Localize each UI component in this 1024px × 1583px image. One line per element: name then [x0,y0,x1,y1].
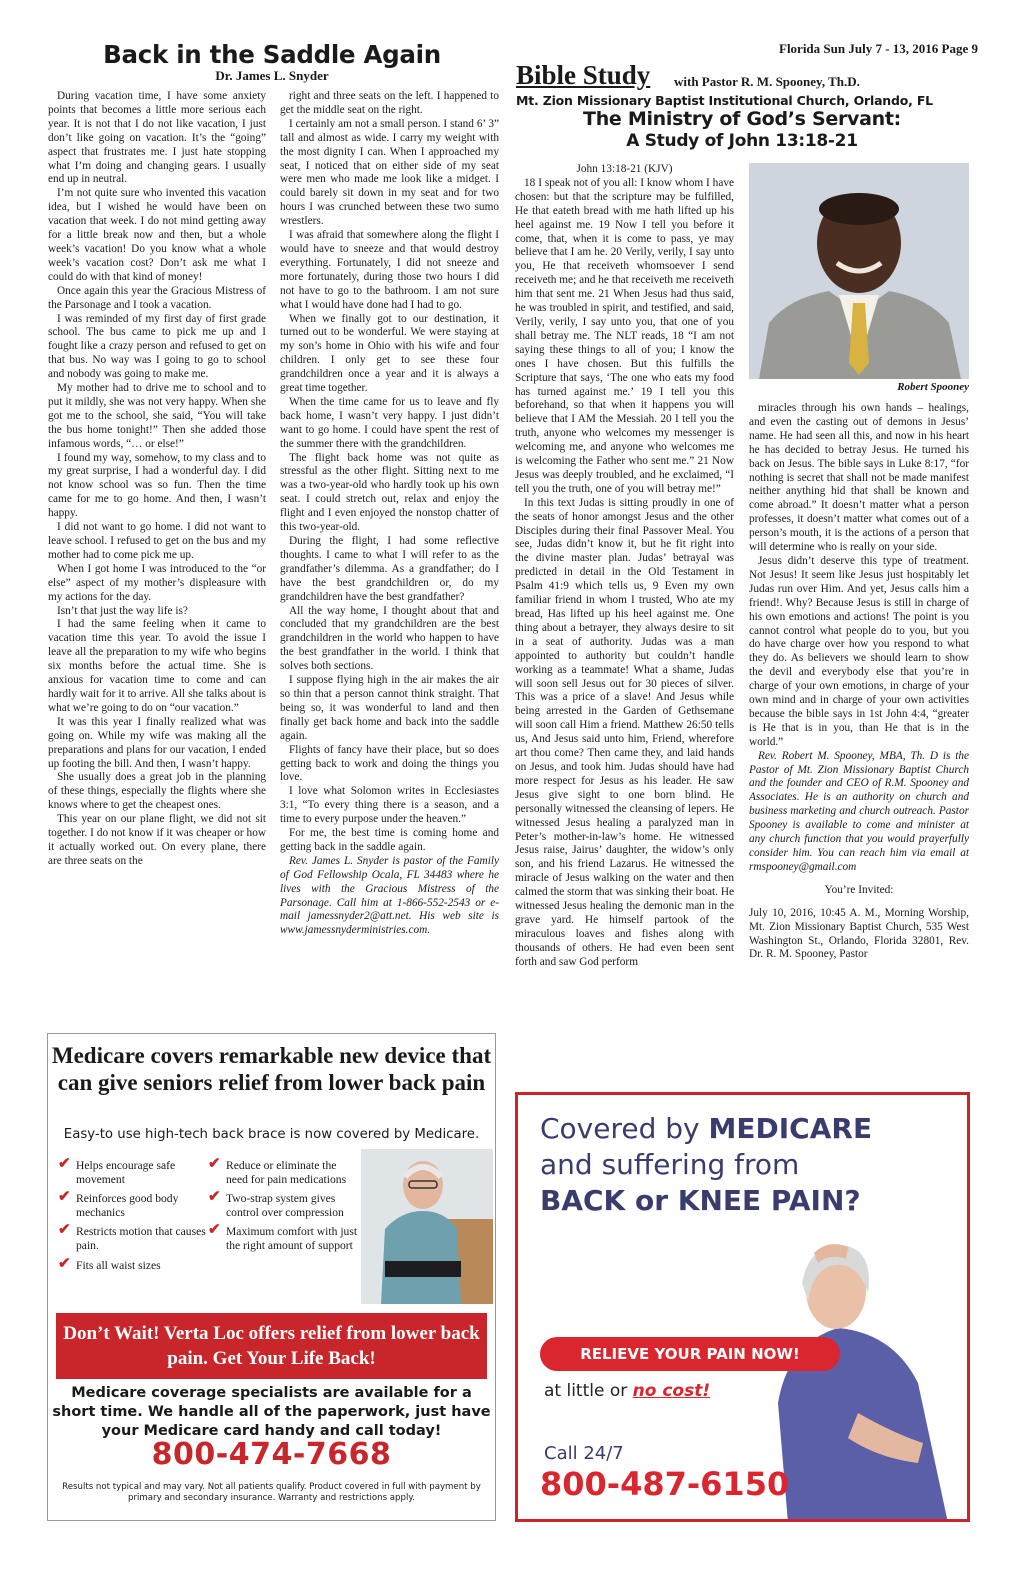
paragraph: It was this year I finally realized what was going on. While my wife was making all the preparations and plans for our vacation, I ended up footing the bill. And then, I wasn’t happy. [48,715,266,770]
ad2-line1-pre: Covered by [540,1112,709,1145]
ad2-line3: BACK or KNEE PAIN? [540,1184,861,1217]
check-icon: ✔ [208,1156,221,1172]
author-bio: Rev. James L. Snyder is pastor of the Family of God Fellowship Ocala, FL 34483 where he lives with the Gracious Mistress of the Parsonage. Call him at 1-866-552-2543 or e-mail jamessnyder2@att.net. His web site is www.jamessnyderministries.com. [280,854,499,937]
benefit-text: Reduce or eliminate the need for pain medications [226,1159,347,1186]
benefit-item [58,1222,208,1252]
paragraph: For me, the best time is coming home and getting back in the saddle again. [280,827,499,853]
invited-heading: You’re Invited: [824,883,894,896]
paragraph: Isn’t that just the way life is? [57,604,188,617]
paragraph: During vacation time, I have some anxiety points that becomes a little more serious each year. It is not that I do not like vacation, I just don’t like going on vacation. It’s the “going” aspect that frustrates me. I just hate stopping what I’m doing and changing gears. I usually end up in neutral. [48,90,266,186]
check-icon: ✔ [58,1222,71,1239]
medicare-back-brace-ad[interactable] [47,1033,496,1521]
benefit-item [208,1222,358,1252]
ad2-headline [540,1111,872,1219]
paragraph: The flight back home was not quite as stressful as the other flight. Sitting next to me was a two-year-old who hardly took up his own seat. I could stretch out, relax and enjoy the flight and I even enjoyed the nonstop chatter of this two-year-old. [280,451,499,534]
ad-banner: Don’t Wait! Verta Loc offers relief from lower back pain. Get Your Life Back! [56,1313,487,1379]
bible-study-pastor: with Pastor R. M. Spooney, Th.D. [674,74,860,89]
benefit-item [58,1255,208,1273]
benefit-text: Two-strap system gives control over compression [226,1192,344,1219]
ad2-cost-pre: at little or [544,1381,633,1401]
benefit-text: Maximum comfort with just the right amount of support [226,1225,358,1252]
ad2-phone-number[interactable]: 800-487-6150 [540,1465,790,1503]
relieve-pain-button[interactable]: RELIEVE YOUR PAIN NOW! [540,1337,840,1371]
benefit-item [58,1189,208,1219]
ad2-line1-bold: MEDICARE [708,1112,873,1145]
senior-man-photo [361,1149,493,1304]
paragraph: Flights of fancy have their place, but so does getting back to work and doing the things you love. [280,743,499,784]
benefit-text: Reinforces good body mechanics [76,1192,179,1219]
page-masthead: Florida Sun July 7 - 13, 2016 Page 9 [779,41,978,56]
benefit-text: Restricts motion that causes pain. [76,1225,206,1252]
bible-study-column-1 [515,163,734,1087]
benefit-item [58,1156,208,1186]
article-column-1 [48,90,266,1026]
event-details: July 10, 2016, 10:45 A. M., Morning Worship, Mt. Zion Missionary Baptist Church, 535 West Washington St., Orlando, Florida 32801, Rev. Dr. R. M. Spooney, Pastor [749,906,969,961]
ad2-cost-line [544,1381,710,1401]
check-icon: ✔ [58,1189,71,1206]
paragraph: In this text Judas is sitting proudly in one of the seats of honor amongst Jesus and the other Disciples during their final Passover Meal. You see, Judas didn’t know it, but he fit right into the divine master plan. Judas’ betrayal was predicted in detail in the Old Testament in Psalm 41:9 which tells us, 9 Even my own familiar friend in whom I trusted, Who ate my bread, Has lifted up his heel against me. One thing about a betrayer, they always desire to sit in a seat of authority. Judas was a man appointed to authority but couldn’t handle working as a teammate! What a shame, Judas will soon sell Jesus out for 30 pieces of silver. This was a price of a slave! And Jesus while being arrested in the Garden of Gethsemane will soon call Him a friend. Matthew 26:50 tells us, And Jesus said unto him, Friend, wherefore art thou come? Then came they, and laid hands on Jesus, and took him. Judas should have had more respect for Jesus as his leader. He saw Jesus give sight to one born blind. He personally witnessed the cleansing of lepers. He witnessed Jesus healing a paralyzed man in Peter’s mother-in-law’s home. He witnessed Jesus raise, Jairus’ daughter, the widow’s only son, and his friend Lazarus. He witnessed the miracle of Jesus walking on the water and then calmed the storm that was sinking their boat. He witnessed Jesus healing the demonic man in the grave yard. He himself partook of the miraculous loaves and fishes along with thousands of others. He had even been sent forth and saw God perform [515,496,734,968]
ad-body-text: Medicare coverage specialists are available for a short time. We handle all of the paperwork, just have your Medicare card handy and call today! [52,1385,491,1439]
medicare-pain-ad[interactable] [515,1092,970,1522]
sermon-subtitle: A Study of John 13:18-21 [626,131,858,151]
benefit-item [208,1156,358,1186]
sermon-title: The Ministry of God’s Servant: [583,108,901,130]
benefit-text: Helps encourage safe movement [76,1159,176,1186]
bible-study-column-2 [749,402,969,1092]
paragraph: right and three seats on the left. I happened to get the middle seat on the right. [280,90,499,116]
paragraph: I love what Solomon writes in Ecclesiastes 3:1, “To every thing there is a season, and a time to every purpose under the heaven.” [280,785,499,826]
paragraph: When I got home I was introduced to the “or else” aspect of my mother’s displeasure with my actions for the day. [48,562,266,603]
article-byline: Dr. James L. Snyder [215,68,329,83]
ad-benefits-left [58,1156,208,1278]
benefit-text: Fits all waist sizes [76,1258,161,1272]
ad-subhead: Easy-to use high-tech back brace is now covered by Medicare. [63,1127,480,1142]
ad2-cost-emphasis: no cost! [632,1381,711,1401]
article-column-2 [280,90,499,1026]
paragraph: When the time came for us to leave and fly back home, I wasn’t very happy. I just didn’t want to go home. I could have spent the rest of the summer there with the grandchildren. [280,395,499,450]
paragraph: During the flight, I had some reflective thoughts. I came to what I will refer to as the grandfather’s dilemma. As a grandfather; do I have the best grandchildren or, do my grandchildren have the best grandfather? [280,535,499,603]
paragraph: I suppose flying high in the air makes the air so thin that a person cannot think straight. That being so, it was wonderful to land and then finally get back home and back into the saddle again. [280,674,499,742]
paragraph: My mother had to drive me to school and to put it mildly, she was not very happy. When she got me to the school, she said, “You will take the bus home tonight!” Then she added those infamous words, “… or else!” [48,382,266,450]
pastor-portrait-icon [749,163,969,379]
paragraph: John 13:18-21 (KJV) [576,163,673,175]
ad2-line2: and suffering from [540,1148,800,1181]
church-name: Mt. Zion Missionary Baptist Institutional Church, Orlando, FL [516,93,933,108]
check-icon: ✔ [208,1189,221,1206]
paragraph: I’m not quite sure who invented this vacation idea, but I wished he would have been on vacation that week. I do not mind getting away for a little break now and then, but a whole week’s vacation! Do you know what a whole week’s vacation cost? Don’t ask me what I could do with that kind of money! [48,187,266,283]
article-title: Back in the Saddle Again [103,40,441,69]
ad-fine-print: Results not typical and may vary. Not all patients qualify. Product covered in full with payment by primary and secondary insurance. Warranty and restrictions apply. [62,1482,481,1503]
paragraph: Once again this year the Gracious Mistress of the Parsonage and I took a vacation. [48,284,266,311]
ad-benefits-right [208,1156,358,1259]
paragraph: She usually does a great job in the planning of these things, especially the flights where she knows where to get the cheapest ones. [48,771,266,812]
pastor-photo [749,163,969,379]
senior-man-icon [361,1149,493,1304]
paragraph: I was reminded of my first day of first grade school. The bus came to pick me up and I fought like a crazy person and refused to get on that bus. No way was I going to go to school and nobody was going to make me. [48,312,266,381]
paragraph: I did not want to go home. I did not want to leave school. I refused to get on the bus and my mother had to come pick me up. [48,521,266,561]
paragraph: 18 I speak not of you all: I know whom I have chosen: but that the scripture may be fulfilled, He that eateth bread with me hath lifted up his heel against me. 19 Now I tell you before it come, that, when it is come to pass, ye may believe that I am he. 20 Verily, verily, I say unto you, He that receiveth whomsoever I send receiveth me; and he that receiveth me receiveth him that sent me. 21 When Jesus had thus said, he was troubled in spirit, and testified, and said, Verily, verily, I say unto you, that one of you shall betray me. The NLT reads, 18 “I am not saying these things to all of you; I know the ones I have chosen. But this fulfills the Scripture that says, ‘The one who eats my food has turned against me.’ 19 I tell you this beforehand, so that when it happens you will believe that I AM the Messiah. 20 I tell you the truth, anyone who welcomes my messenger is welcoming me, and anyone who welcomes me is welcoming the Father who sent me.” 21 Now Jesus was deeply troubled, and he exclaimed, “I tell you the truth, one of you will betray me!” [515,176,734,495]
ad-phone-number[interactable]: 800-474-7668 [151,1437,392,1472]
check-icon: ✔ [58,1255,71,1272]
check-icon: ✔ [208,1222,221,1239]
ad-headline: Medicare covers remarkable new device that can give seniors relief from lower back pain [51,1043,492,1095]
paragraph: Jesus didn’t deserve this type of treatment. Not Jesus! It seem like Jesus just hospitably let Judas run over Him. And yet, Jesus calls him a friend!. Why? Because Jesus is still in charge of his own emotions and actions! The point is you cannot control what people do to you, but you do have charge over how you respond to what they do. As believers we should learn to show the devil and everybody else that you’re in charge of your own emotions, in charge of your own mind and in charge of your own activities because the bible says in 1st John 4:4, “greater is He that is in you, than He that is in the world.” [749,554,969,748]
paragraph: miracles through his own hands – healings, and even the casting out of demons in Jesus’ name. He had seen all this, and now in his heart he has decided to betray Jesus. He turned his back on Jesus. The bible says in Luke 8:17, “for nothing is secret that shall not be made manifest neither anything hid that shall be known and come abroad.” It doesn’t matter what a person professes, it doesn’t matter what comes out of a person’s mouth, it is the actions of a person that will determine who is really on your side. [749,402,969,554]
paragraph: I certainly am not a small person. I stand 6’ 3” tall and almost as wide. I carry my weight with the most dignity I can. When I approached my seat, I noticed that on either side of my seat were men who made me look like a midget. I could barely sit down in my seat and for two hours I was crunched between these two sumo wrestlers. [280,117,499,228]
photo-caption: Robert Spooney [897,381,969,393]
ad2-call-label: Call 24/7 [544,1443,624,1464]
check-icon: ✔ [58,1156,71,1172]
paragraph: All the way home, I thought about that and concluded that my grandchildren are the best grandchildren in the world who happen to have the best grandfather in the world. I think that solves both sections. [280,604,499,673]
bible-study-column-2-body [749,402,969,750]
paragraph: When we finally got to our destination, it turned out to be wonderful. We were staying at my son’s home in Ohio with his wife and four children. I only get to see these four grandchildren once a year and it is always a great time together. [280,312,499,395]
benefit-item [208,1189,358,1219]
paragraph: I found my way, somehow, to my class and to my great surprise, I had a wonderful day. I did not know school was so fun. Then the time came for me to go home. And then, I wasn’t happy. [48,451,266,520]
paragraph: I had the same feeling when it came to vacation time this year. To avoid the issue I leave all the preparation to my wife who begins six months before the actual time. She is anxious for vacation time to come and can hardly wait for it to arrive. All she talks about is what we’re going to do on “our vacation.” [48,618,266,714]
paragraph: This year on our plane flight, we did not sit together. I do not know if it was cheaper or how it actually worked out. On every plane, there are three seats on the [48,813,266,867]
paragraph: I was afraid that somewhere along the flight I would have to sneeze and that would destroy everything. Fortunately, I did not sneeze and more fortunately, during those two hours I did not have to go to the bathroom. I am not sure what I would have done had I had to go. [280,229,499,311]
pastor-bio: Rev. Robert M. Spooney, MBA, Th. D is the Pastor of Mt. Zion Missionary Baptist Church and the founder and CEO of R.M. Spooney and Associates. He is an authority on church and business marketing and church outreach. Pastor Spooney is available to come and minister at any church function that you would prayerfully consider him. You can reach him via email at rmspooney@gmail.com [749,749,969,873]
article-column-2-body [280,90,499,855]
bible-study-title: Bible Study [516,60,651,90]
